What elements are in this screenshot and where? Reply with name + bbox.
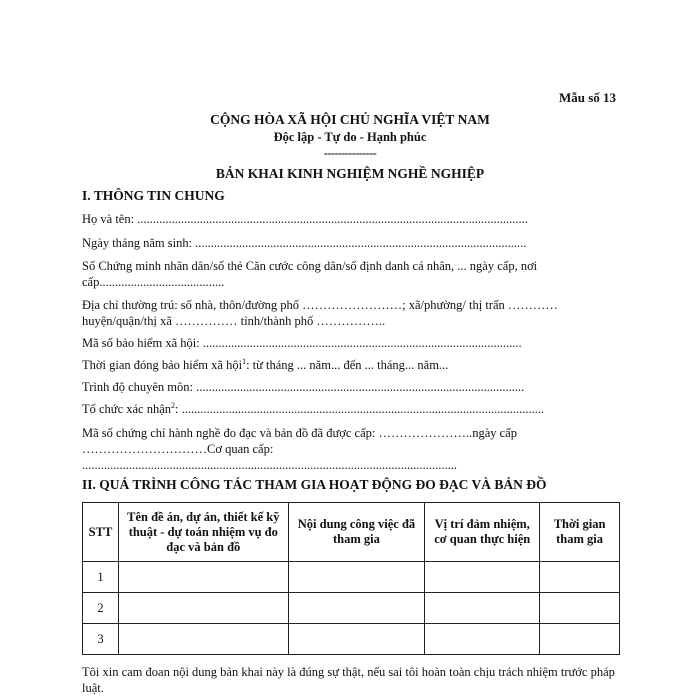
field-certificate: Mã số chứng chỉ hành nghề đo đạc và bản đồ đã được cấp: …………………..ngày cấp …………………………Cơ quan cấp: ........................................................................................................................: [82, 426, 517, 472]
field-full-name: Họ và tên: .............................................................................................................................: [82, 212, 528, 226]
table-cell: [288, 593, 425, 624]
field-birth-date: Ngày tháng năm sinh: ..........................................................................................................: [82, 236, 527, 250]
row-number: 1: [83, 562, 119, 593]
col-header-time: Thời gian tham gia: [540, 503, 620, 562]
field-insurance-code: Mã số bảo hiểm xã hội: ......................................................................................................: [82, 336, 522, 350]
table-row: [83, 624, 620, 655]
table-row: [83, 593, 620, 624]
confirm-org-label: Tổ chức xác nhận: [82, 402, 172, 416]
country-name: CỘNG HÒA XÃ HỘI CHỦ NGHĨA VIỆT NAM: [210, 112, 490, 127]
table-row: [83, 562, 620, 593]
footnote-ref-1: 1: [242, 356, 247, 366]
table-cell: [540, 593, 620, 624]
section-1-title: I. THÔNG TIN CHUNG: [82, 188, 225, 203]
field-address: Địa chỉ thường trú: số nhà, thôn/đường phố ……………………; xã/phường/ thị trấn ………… huyện/quận/thị xã …………… tỉnh/thành phố ……………..: [82, 298, 558, 328]
separator: ---------------: [323, 146, 377, 160]
row-number: 3: [83, 624, 119, 655]
section-2-title: II. QUÁ TRÌNH CÔNG TÁC THAM GIA HOẠT ĐỘNG ĐO ĐẠC VÀ BẢN ĐỒ: [82, 477, 547, 492]
table-header-row: [83, 503, 620, 562]
field-id-number: Số Chứng minh nhân dân/số thẻ Căn cước công dân/số định danh cá nhân, ... ngày cấp, nơi cấp........................................: [82, 259, 538, 289]
table-cell: [540, 562, 620, 593]
insurance-period-value: : từ tháng ... năm... đến ... tháng... năm...: [246, 358, 449, 372]
motto: Độc lập - Tự do - Hạnh phúc: [273, 130, 427, 144]
field-insurance-period: [82, 358, 448, 373]
col-header-project: Tên đề án, dự án, thiết kế kỹ thuật - dự toán nhiệm vụ đo đạc và bản đồ: [118, 503, 288, 562]
table-cell: [540, 624, 620, 655]
table-cell: [425, 562, 540, 593]
table-cell: [118, 562, 288, 593]
table-cell: [288, 562, 425, 593]
table-cell: [118, 593, 288, 624]
field-confirm-org: [82, 402, 544, 417]
table-cell: [288, 624, 425, 655]
table-cell: [118, 624, 288, 655]
work-history-table: [82, 502, 620, 655]
field-qualification: Trình độ chuyên môn: .........................................................................................................: [82, 380, 525, 394]
col-header-position: Vị trí đảm nhiệm, cơ quan thực hiện: [425, 503, 540, 562]
col-header-content: Nội dung công việc đã tham gia: [288, 503, 425, 562]
footnote-ref-2: 2: [171, 400, 176, 410]
closing-statement: Tôi xin cam đoan nội dung bản khai này là đúng sự thật, nếu sai tôi hoàn toàn chịu trách nhiệm trước pháp luật.: [82, 665, 615, 695]
document-title: BẢN KHAI KINH NGHIỆM NGHỀ NGHIỆP: [215, 166, 485, 181]
row-number: 2: [83, 593, 119, 624]
table-cell: [425, 593, 540, 624]
insurance-period-label: Thời gian đóng bảo hiểm xã hội: [82, 358, 243, 372]
table-cell: [425, 624, 540, 655]
form-number: Mẫu số 13: [559, 90, 617, 105]
col-header-stt: STT: [83, 503, 119, 562]
confirm-org-value: : ....................................................................................................................: [175, 402, 545, 416]
